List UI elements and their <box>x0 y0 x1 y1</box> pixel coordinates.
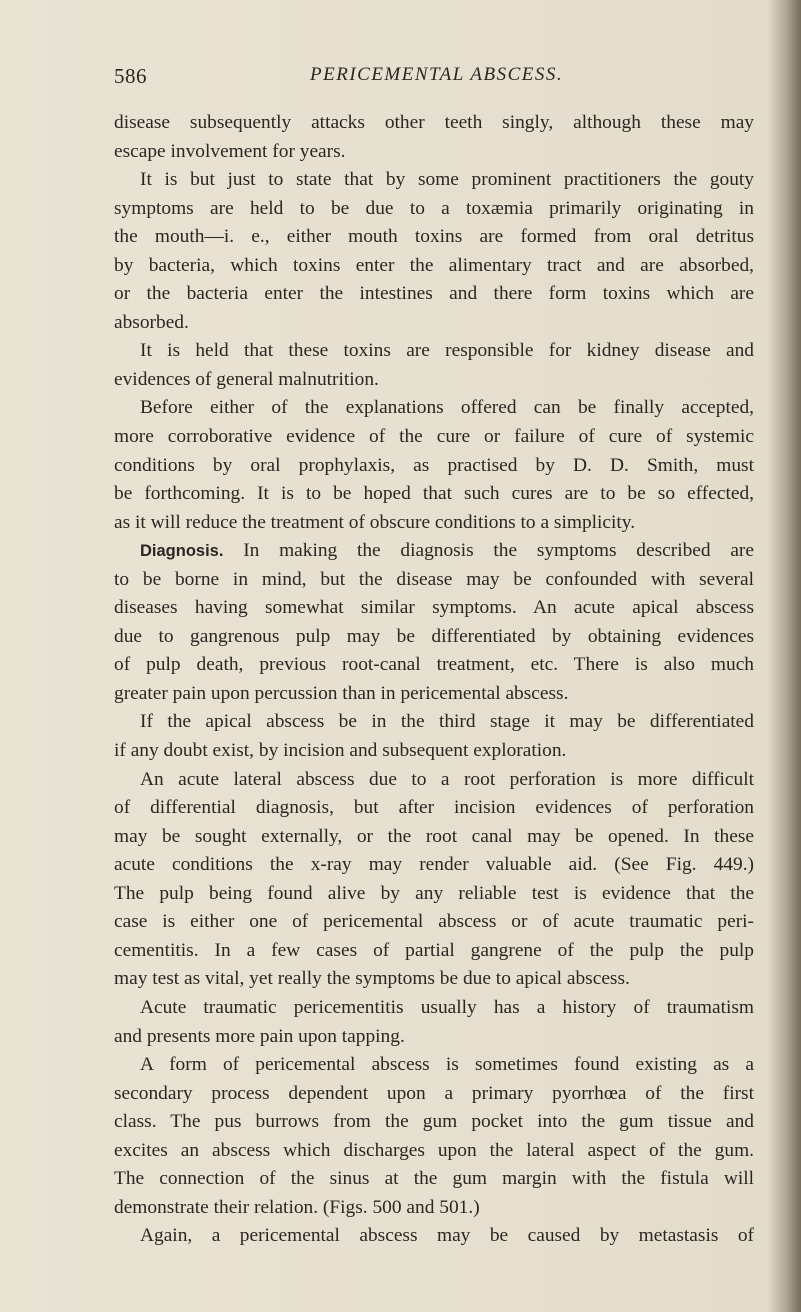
text-line: class. The pus burrows from the gum pocket into the gum tissue and <box>114 1111 754 1133</box>
page-header <box>114 64 754 94</box>
text-line: disease subsequently attacks other teeth singly, although these may <box>114 112 754 133</box>
text-line: if any doubt exist, by incision and subsequent exploration. <box>114 740 567 762</box>
text-line: A form of pericemental abscess is sometimes found existing as a <box>140 1054 754 1076</box>
running-title: PERICEMENTAL ABSCESS. <box>310 64 564 85</box>
text-line: or the bacteria enter the intestines and there form toxins which are <box>114 283 754 305</box>
text-line: It is held that these toxins are responsible for kidney disease and <box>140 340 754 362</box>
text-line-remainder: In making the diagnosis the symptoms described are <box>243 540 754 562</box>
text-line: acute conditions the x-ray may render valuable aid. (See Fig. 449.) <box>114 854 754 876</box>
text-line: may be sought externally, or the root canal may be opened. In these <box>114 825 754 847</box>
text-line: evidences of general malnutrition. <box>114 368 379 390</box>
text-line: more corroborative evidence of the cure or failure of cure of systemic <box>114 426 754 448</box>
text-line: Again, a pericemental abscess may be caused by metastasis of <box>140 1225 754 1247</box>
text-line: escape involvement for years. <box>114 140 346 162</box>
page-edge-shadow <box>767 0 801 1312</box>
text-line: Before either of the explanations offered can be finally accepted, <box>140 397 754 419</box>
text-line: The connection of the sinus at the gum margin with the fistula will <box>114 1168 754 1190</box>
text-line: excites an abscess which discharges upon the lateral aspect of the gum. <box>114 1139 754 1161</box>
text-line: conditions by oral prophylaxis, as practised by D. D. Smith, must <box>114 454 754 476</box>
diagnosis-heading: Diagnosis. <box>140 542 224 561</box>
text-line: of differential diagnosis, but after incision evidences of perforation <box>114 797 754 819</box>
text-line: the mouth—i. e., either mouth toxins are formed from oral detritus <box>114 226 754 248</box>
text-line: symptoms are held to be due to a toxæmia primarily originating in <box>114 197 754 219</box>
text-line: as it will reduce the treatment of obscure conditions to a simplicity. <box>114 511 636 533</box>
text-line: greater pain upon percussion than in pericemental abscess. <box>114 682 569 704</box>
text-line: absorbed. <box>114 311 189 333</box>
text-line: An acute lateral abscess due to a root perforation is more difficult <box>140 768 754 790</box>
page-number: 586 <box>114 64 147 88</box>
text-line: The pulp being found alive by any reliable test is evidence that the <box>114 882 754 904</box>
text-line: and presents more pain upon tapping. <box>114 1025 405 1047</box>
text-line: If the apical abscess be in the third stage it may be differentiated <box>140 711 754 733</box>
text-line: to be borne in mind, but the disease may be confounded with several <box>114 568 754 590</box>
text-line: demonstrate their relation. (Figs. 500 and 501.) <box>114 1196 480 1218</box>
text-line: Acute traumatic pericementitis usually has a history of traumatism <box>140 996 754 1018</box>
text-line: due to gangrenous pulp may be differentiated by obtaining evidences <box>114 625 754 647</box>
text-line: by bacteria, which toxins enter the alimentary tract and are absorbed, <box>114 254 754 276</box>
text-line: secondary process dependent upon a primary pyorrhœa of the first <box>114 1082 754 1104</box>
text-line: cementitis. In a few cases of partial gangrene of the pulp the pulp <box>114 939 754 961</box>
text-line <box>114 537 754 566</box>
text-line: It is but just to state that by some prominent practitioners the gouty <box>140 169 754 191</box>
text-line: may test as vital, yet really the symptoms be due to apical abscess. <box>114 968 630 990</box>
text-line: of pulp death, previous root-canal treatment, etc. There is also much <box>114 654 754 676</box>
text-line: be forthcoming. It is to be hoped that such cures are to be so effected, <box>114 483 754 505</box>
text-line: diseases having somewhat similar symptoms. An acute apical abscess <box>114 597 754 619</box>
body-text <box>114 109 754 1251</box>
text-line: case is either one of pericemental abscess or of acute traumatic peri- <box>114 911 754 933</box>
